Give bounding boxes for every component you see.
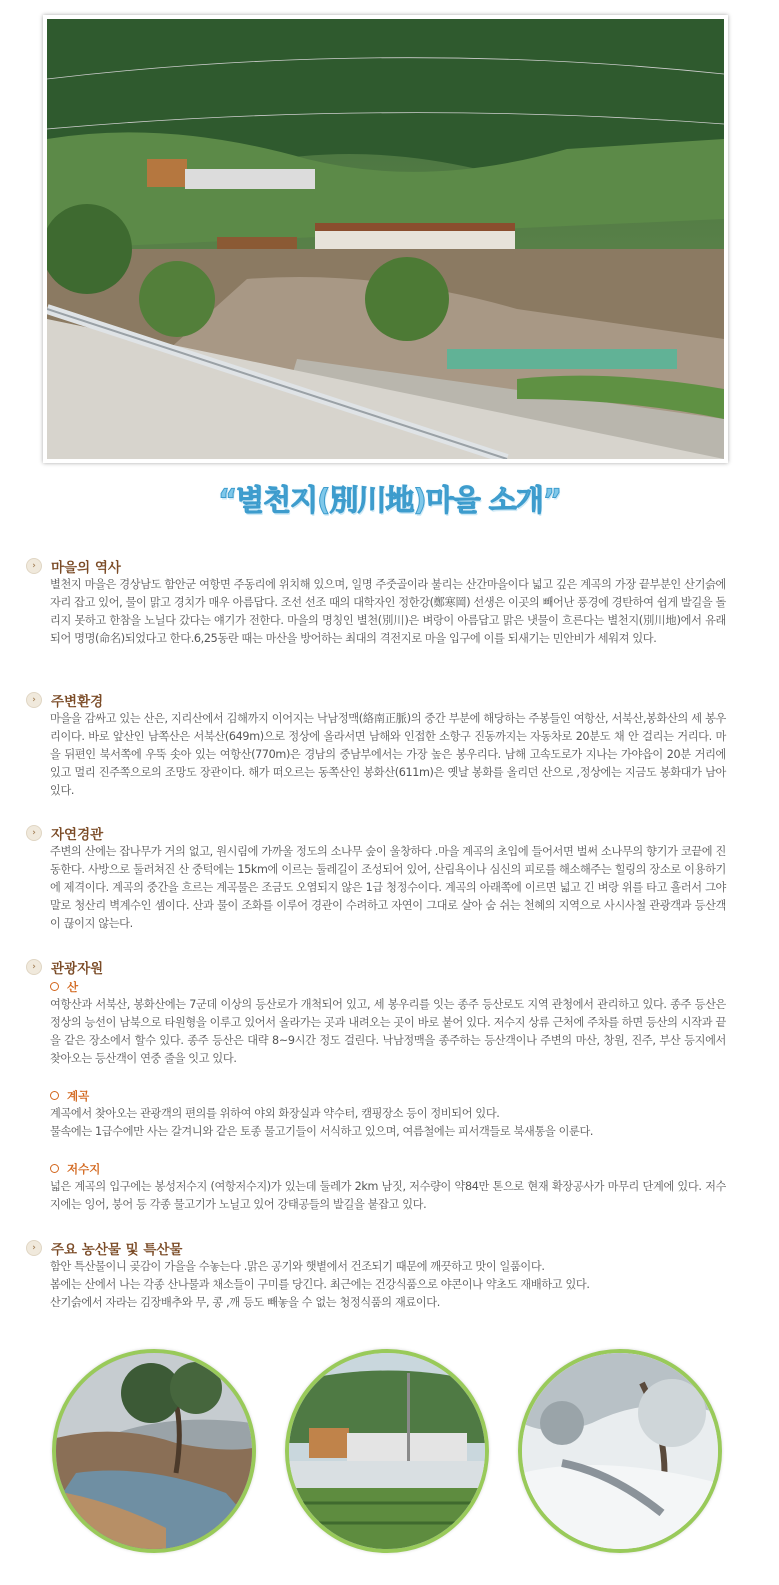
circle-bullet-icon (50, 982, 59, 991)
section-tourism (26, 957, 726, 1214)
chevron-right-icon: › (26, 692, 42, 708)
circle-photo-valley (52, 1349, 256, 1553)
chevron-right-icon: › (26, 558, 42, 574)
subsection-reservoir-text: 넓은 계곡의 입구에는 봉성저수지 (여항저수지)가 있는데 둘레가 2km 남짓, 저수량이 약84만 톤으로 현재 확장공사가 마무리 단계에 있다. 저수지에는 잉어, 붕어 등 각종 물고기가 노닐고 있어 강태공들의 발길을 붙잡고 있다. (50, 1180, 726, 1211)
section-history-header (26, 556, 726, 576)
subsection-reservoir-header (50, 1159, 726, 1178)
section-tourism-header (26, 957, 726, 977)
section-nature (26, 823, 726, 933)
section-products-title: 주요 농산물 및 특산물 (51, 1242, 183, 1258)
page-title: “별천지(別川地)마을 소개” (218, 483, 561, 517)
section-nature-header (26, 823, 726, 843)
section-products-text (50, 1258, 726, 1312)
subsection-mountain-header (50, 977, 726, 996)
section-tourism-title: 관광자원 (51, 961, 104, 977)
subsection-reservoir-title: 저수지 (67, 1161, 101, 1176)
valley-line-2: 물속에는 1급수에만 사는 갈겨니와 같은 토종 물고기들이 서식하고 있으며, 여름철에는 피서객들로 북새통을 이룬다. (50, 1125, 594, 1138)
subsection-valley-title: 계곡 (67, 1088, 90, 1103)
village-hero-photo (43, 15, 728, 463)
circle-bullet-icon (50, 1091, 59, 1100)
section-environment-text: 마을을 감싸고 있는 산은, 지리산에서 김해까지 이어지는 낙남정맥(絡南正脈)의 중간 부분에 해당하는 주봉들인 여항산, 서북산,봉화산의 세 봉우리이다. 바로 앞산인 남쪽산은 서북산(649m)으로 정상에 올라서면 남해와 인접한 소항구 진동까지는 자동차로 20분도 채 안 걸리는 거리다. 마을 뒤편인 북서쪽에 우뚝 솟아 있는 여항산(770m)은 경남의 중남부에서는 가장 높은 봉우리다. 남해 고속도로가 지나는 가야읍이 20분 거리에 있고 멀리 진주쪽으로의 조망도 장관이다. 해가 떠오르는 동쪽산인 봉화산(611m)은 옛날 봉화를 올리던 산으로 ,정상에는 지금도 봉화대가 남아 있다. (50, 712, 726, 797)
products-line-3: 산기슭에서 자라는 김장배추와 무, 콩 ,깨 등도 빼놓을 수 없는 청정식품의 재료이다. (50, 1296, 440, 1309)
circle-bullet-icon (50, 1164, 59, 1173)
section-history (26, 556, 726, 648)
chevron-right-icon: › (26, 959, 42, 975)
circle-photo-snow (518, 1349, 722, 1553)
section-history-title: 마을의 역사 (51, 560, 121, 576)
subsection-valley-header (50, 1086, 726, 1105)
chevron-right-icon: › (26, 825, 42, 841)
subsection-valley-text (50, 1105, 726, 1141)
section-nature-title: 자연경관 (51, 827, 104, 843)
products-line-2: 봄에는 산에서 나는 각종 산나물과 채소들이 구미를 당긴다. 최근에는 건강식품으로 야콘이나 약초도 재배하고 있다. (50, 1278, 590, 1291)
subsection-mountain-title: 산 (67, 979, 79, 994)
products-line-1: 함안 특산물이니 곶감이 가을을 수놓는다 .맑은 공기와 햇볕에서 건조되기 때문에 깨끗하고 맛이 일품이다. (50, 1260, 545, 1273)
section-products-header (26, 1238, 726, 1258)
section-products (26, 1238, 726, 1312)
section-nature-text: 주변의 산에는 잡나무가 거의 없고, 원시림에 가까울 정도의 소나무 숲이 울창하다 .마을 계곡의 초입에 들어서면 벌써 소나무의 향기가 코끝에 진동한다. 사방으로 둘러쳐진 산 중턱에는 15km에 이르는 둘레길이 조성되어 있어, 산림욕이나 심신의 피로를 해소해주는 힐링의 장소로 이용하기에 제격이다. 계곡의 중간을 흐르는 계곡물은 조금도 오염되지 않은 1급 청정수이다. 계곡의 아래쪽에 이르면 넓고 긴 벼랑 위를 타고 흘러서 그야말로 청산리 벽계수인 셈이다. 산과 물이 조화를 이루어 경관이 수려하고 자연이 그대로 살아 숨 쉬는 천혜의 지역으로 사시사철 관광객과 등산객이 끊이지 않는다. (50, 845, 726, 930)
section-history-text: 별천지 마을은 경상남도 함안군 여항면 주동리에 위치해 있으며, 일명 주줏골이라 불리는 산간마을이다 넓고 깊은 계곡의 가장 끝부분인 산기슭에 자리 잡고 있어, 물이 맑고 경치가 매우 아름답다. 조선 선조 때의 대학자인 정한강(鄭寒岡) 선생은 이곳의 빼어난 풍경에 경탄하여 쉽게 발길을 돌리지 못하고 한참을 노닐다 갔다는 얘기가 전한다. 마을의 명칭인 별천(別川)은 벼랑이 아름답고 맑은 냇물이 흐른다는 별천지(別川地)에서 유래되어 명명(命名)되었다고 한다.6,25동란 때는 마산을 방어하는 최대의 격전지로 마을 입구에 이를 되새기는 민안비가 세워져 있다. (50, 578, 726, 645)
valley-line-1: 계곡에서 찾아오는 관광객의 편의를 위하여 야외 화장실과 약수터, 캠핑장소 등이 정비되어 있다. (50, 1107, 500, 1120)
circle-photo-village (285, 1349, 489, 1553)
subsection-mountain-text: 여항산과 서북산, 봉화산에는 7군데 이상의 등산로가 개척되어 있고, 세 봉우리를 잇는 종주 등산로도 지역 관청에서 관리하고 있다. 종주 등산은 정상의 능선이 남북으로 타원형을 이루고 있어서 올라가는 곳과 내려오는 곳이 바로 붙어 있다. 저수지 상류 근처에 주차를 하면 등산의 시작과 끝을 같은 장소에서 할수 있다. 종주 등산은 대략 8~9시간 정도 걸린다. 낙남정맥을 종주하는 등산객이나 주변의 마산, 창원, 진주, 부산 등지에서 찾아오는 등산객이 연중 줄을 잇고 있다. (50, 998, 726, 1065)
title-area (0, 478, 779, 519)
section-environment (26, 690, 726, 800)
section-environment-header (26, 690, 726, 710)
section-environment-title: 주변환경 (51, 694, 104, 710)
chevron-right-icon: › (26, 1240, 42, 1256)
